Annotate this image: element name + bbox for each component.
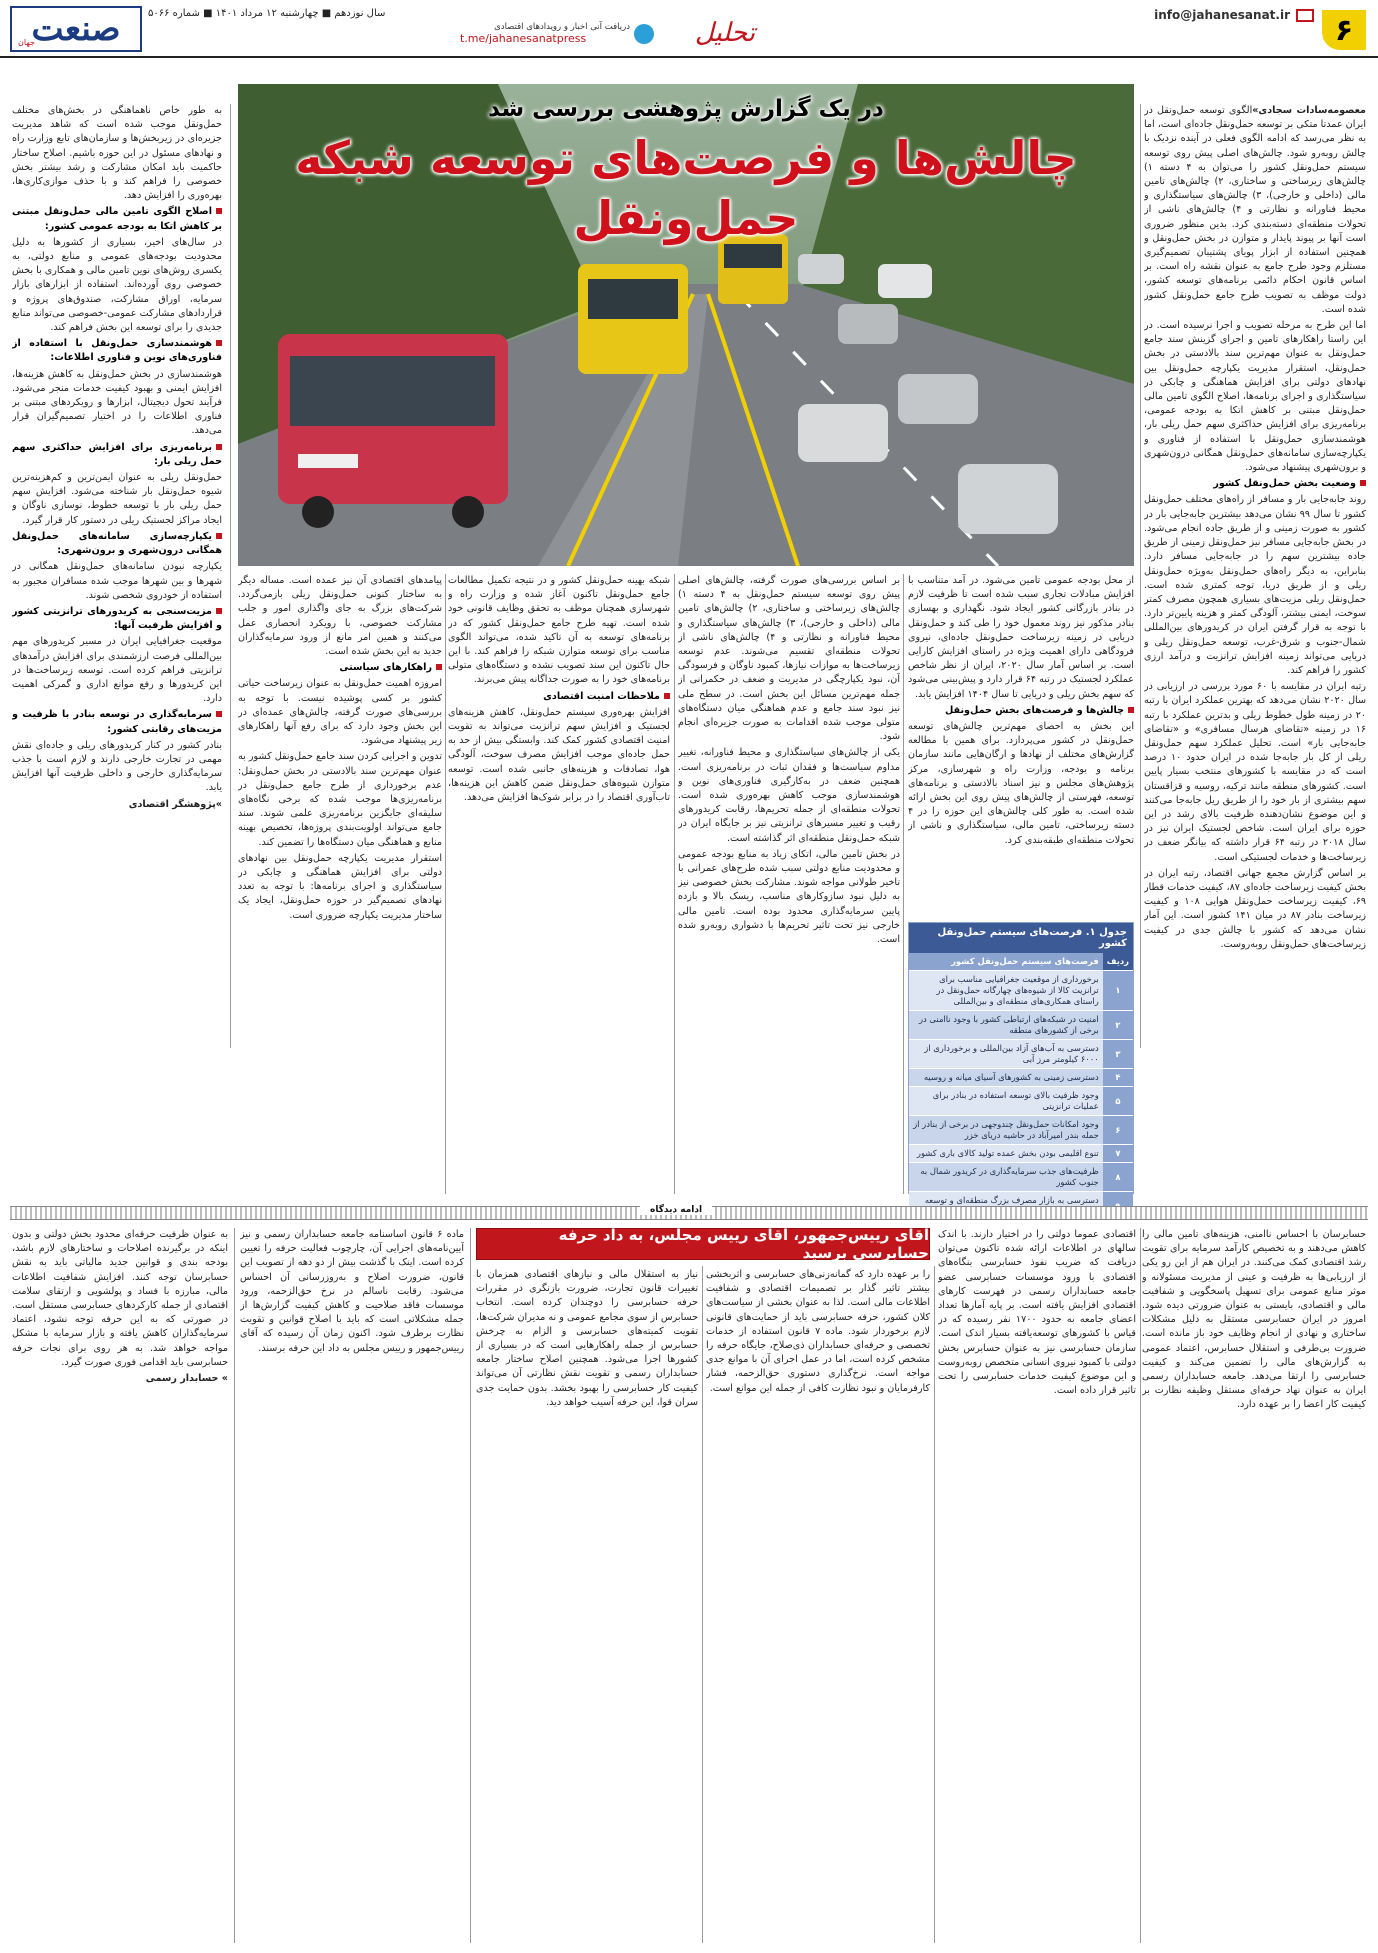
table-row: ۱ برخورداری از موقعیت جغرافیایی مناسب برای ترانزیت کالا از شیوه‌های چهارگانه حمل‌ونقل در راستای همکاری‌های منطقه‌ای و بین‌المللی: [909, 971, 1133, 1011]
body-text: موقعیت جغرافیایی ایران در مسیر کریدورهای مهم بین‌المللی فرصت ارزشمندی برای افزایش درآمدهای ترانزیتی فراهم کرده است. توسعه زیرساخت‌ها در این کریدورها و رفع موانع اداری و گمرکی اهمیت دارد.: [12, 636, 222, 705]
envelope-icon: [1296, 9, 1314, 22]
masthead: [0, 0, 1378, 58]
body-text: شبکه بهینه حمل‌ونقل کشور و در نتیجه تکمیل مطالعات جامع حمل‌ونقل تاکنون آغاز شده و وزارت راه و شهرسازی همچنان موظف به تحقق وظایف قانونی خود شده است. تهیه طرح جامع حمل‌ونقل کشور که در برنامه‌های توسعه به آن تاکید شده، می‌تواند الگوی مناسب برای توسعه متوازن شبکه را فراهم کند. با این حال تاکنون این سند تصویب نشده و دستگاه‌های متولی برنامه‌های خود را به صورت جداگانه پیش می‌برند.: [448, 575, 670, 686]
author-name: معصومه‌سادات سجادی»: [1252, 105, 1366, 116]
email-address[interactable]: info@jahanesanat.ir: [1154, 8, 1290, 22]
table-body: [909, 953, 1133, 1221]
bottom-headline: آقای رییس‌جمهور، آقای رییس مجلس، به داد حرفه حسابرسی برسید: [558, 1226, 929, 1262]
subheading: برنامه‌ریزی برای افزایش حداکثری سهم حمل ریلی بار:: [12, 441, 222, 469]
body-text: در بخش تامین مالی، اتکای زیاد به منابع بودجه عمومی و محدودیت منابع دولتی سبب شده طرح‌های عمرانی با تاخیر طولانی مواجه شوند. مشارکت بخش خصوصی نیز به دلیل نبود سازوکارهای مناسب، ریسک بالا و بازده پایین سرمایه‌گذاری محدود بوده است. تامین مالی خارجی نیز تحت تاثیر تحریم‌ها با دشواری روبه‌رو شده است.: [678, 848, 900, 946]
body-text: الگوی توسعه حمل‌ونقل در ایران عمدتا متکی بر توسعه حمل‌ونقل جاده‌ای است، اما به نظر می‌رسد که ادامه الگوی فعلی در آینده نزدیک با چالش روبه‌رو شود. چالش‌های اصلی پیش روی توسعه سیستم حمل‌ونقل کشور را می‌توان به ۴ دسته ۱) چالش‌های زیرساختی و ساختاری، ۲) چالش‌های تامین مالی (داخلی و خارجی)، ۳) چالش‌های سیاستگذاری و محیط فناورانه و نظارتی و ۴) چالش‌های ناشی از تحولات منطقه‌ای دسته‌بندی کرد. بدین منظور ضروری است آنها بر پیوند پایدار و متوازن در بخش حمل‌ونقل و همچنین استفاده از ابزار پویای پشتیبان تصمیم‌گیری مستلزم وجود طرح جامع به عنوان نقشه راه است. بر اساس قانون احکام دائمی برنامه‌های توسعه کشور، دولت موظف به تصویب طرح جامع حمل‌ونقل کشور شده است.: [1144, 105, 1366, 315]
table-header-desc: فرصت‌های سیستم حمل‌ونقل کشور: [909, 953, 1103, 971]
body-text: اقتصادی عموما دولتی را در اختیار دارند. با اندک سالهای در اطلاعات ارائه شده تاکنون می‌توان دریافت که ضریب نفوذ حسابرسی بنگاه‌های اقتصادی با ورود موسسات حسابرسی عضو جامعه حسابداران رسمی در فهرست کارهای اقتصادی افزایش یافته است. بر پایه آمارها تعداد اعضای جامعه به حدود ۱۷۰۰ نفر رسیده که در قیاس با کشورهای توسعه‌یافته بسیار اندک است. سازمان حسابرسی نیز به عنوان حسابرس بخش دولتی با کمبود نیروی انسانی متخصص روبه‌روست و این موضوع کیفیت خدمات حسابرسی را تحت تاثیر قرار داده است.: [938, 1229, 1136, 1397]
telegram-icon[interactable]: [634, 24, 654, 44]
subheading: مزیت‌سنجی به کریدورهای ترانزیتی کشور و افزایش ظرفیت آنها:: [12, 605, 222, 633]
subheading: چالش‌ها و فرصت‌های بخش حمل‌ونقل: [908, 704, 1134, 718]
mid-right-column-top: [908, 574, 1134, 920]
car: [798, 404, 888, 462]
issue-info: سال نوزدهم ■ چهارشنبه ۱۲ مرداد ۱۴۰۱ ■ شماره ۵۰۶۶: [148, 8, 386, 19]
mid-column-2: [678, 574, 900, 1194]
table-row: ۴ دسترسی زمینی به کشورهای آسیای میانه و روسیه: [909, 1069, 1133, 1087]
bottom-col-d: [476, 1268, 698, 1943]
table-row: ۷ تنوع اقلیمی بودن بخش عمده تولید کالای باری کشور: [909, 1145, 1133, 1163]
body-text: در سال‌های اخیر، بسیاری از کشورها به دلیل محدودیت بودجه‌های عمومی و منابع دولتی، به یکسری روش‌های نوین تامین مالی و همکاری با بخش خصوصی روی آورده‌اند. استفاده از ابزارهای بازار سرمایه، اوراق مشارکت، صندوق‌های پروژه و قراردادهای مشارکت عمومی-خصوصی می‌تواند منابع جدیدی را برای توسعه این بخش فراهم کند.: [12, 236, 222, 334]
subheading: راهکارهای سیاستی: [238, 661, 442, 675]
table-row: ۶ وجود امکانات حمل‌ونقل چندوجهی در برخی از بنادر از جمله بندر امیرآباد در حاشیه دریای خزر: [909, 1116, 1133, 1145]
telegram-link[interactable]: t.me/jahanesanatpress: [460, 32, 587, 45]
body-text: افزایش بهره‌وری سیستم حمل‌ونقل، کاهش هزینه‌های لجستیک و افزایش سهم ترانزیت می‌تواند به تقویت امنیت اقتصادی کشور کمک کند. وابستگی بیش از حد به حمل جاده‌ای موجب افزایش مصرف سوخت، آلودگی هوا، تصادفات و هزینه‌های جانبی شده است. توسعه متوازن شیوه‌های حمل‌ونقل ضمن کاهش این هزینه‌ها، تاب‌آوری اقتصاد را در برابر شوک‌ها افزایش می‌دهد.: [448, 706, 670, 804]
body-text: را بر عهده دارد که گمانه‌زنی‌های حسابرسی و اثربخشی بیشتر تاثیر گذار بر تصمیمات اقتصادی و شفافیت اطلاعات مالی است. لذا به عنوان بخشی از سیاست‌های کلان کشور، حرفه حسابرسی باید از حمایت‌های قانونی لازم برخوردار شود. ماده ۷ قانون استفاده از خدمات تخصصی و حرفه‌ای حسابداران ذی‌صلاح، جایگاه حرفه را مشخص کرده است، اما در عمل اجرای آن با موانع جدی مواجه است. نرخ‌گذاری دستوری حق‌الزحمه، فشار کارفرمایان و نبود نظارت کافی از جمله این موانع است.: [706, 1269, 930, 1394]
right-column: [1144, 104, 1366, 1048]
table-row: ۸ ظرفیت‌های جذب سرمایه‌گذاری در کریدور شمال به جنوب کشور: [909, 1163, 1133, 1192]
page-number: ۶: [1322, 10, 1366, 50]
article-headline: چالش‌ها و فرصت‌های توسعه شبکه حمل‌ونقل: [295, 131, 1077, 245]
body-text: از محل بودجه عمومی تامین می‌شود. در آمد متناسب با افزایش مبادلات تجاری سبب شده است تا ظرفیت لازم در بنادر بازرگانی کشور ایجاد شود. نگهداری و بهسازی بنادر مذکور نیز روند معمول خود را طی کند و حمل‌ونقل دریایی در زمینه زیرساخت حمل‌ونقل جاده‌ای، نیروی فرودگاهی دارای اهمیت ویژه در راستای افزایش کارایی است. بر اساس آمار سال ۲۰۲۰، ایران از نظر شاخص عملکرد لجستیک در رتبه ۶۴ قرار دارد و پیش‌بینی می‌شود که سهم بخش ریلی و دریایی تا سال ۱۴۰۴ افزایش یابد.: [908, 575, 1134, 700]
newspaper-logo[interactable]: [10, 6, 142, 52]
bottom-col-b: [938, 1228, 1136, 1943]
mid-column-3: [448, 574, 670, 1194]
section-title: تحلیل: [694, 18, 756, 48]
body-text: حسابرسان با احساس ناامنی، هزینه‌های تامین مالی را کاهش می‌دهند و به تخصیص کارآمد سرمایه برای تقویت رشد اقتصادی کمک می‌کنند. در ایران هم از این رو یکی از ارزیابی‌ها به ظرفیت و عینی از مدیریت مسئولانه و موثر منابع عمومی برای تسهیل پاسخگویی و شفافیت مالی و اقتصادی، بایستی به عنوان ضرورتی دیده شود. امروز در ایران حسابرسی مستقل به دلیل مشکلات ساختاری و نهادی از انجام وظایف خود باز مانده است. ضرورت بی‌طرفی و استقلال حسابرس، اعتماد عمومی به گزارش‌های مالی را تضمین می‌کند و کیفیت حسابرسی را ارتقا می‌دهد. جامعه حسابداران رسمی ایران به عنوان نهاد حرفه‌ای مستقل وظیفه نظارت بر کیفیت کار اعضا را بر عهده دارد.: [1142, 1229, 1366, 1411]
body-text: یکی از چالش‌های سیاستگذاری و محیط فناورانه، تغییر مداوم سیاست‌ها و فقدان ثبات در برنامه‌ریزی است. همچنین ضعف در به‌کارگیری فناوری‌های نوین و هوشمندسازی موجب کاهش بهره‌وری شده است. تحولات منطقه‌ای از جمله تحریم‌ها، رقابت کریدورهای رقیب و تغییر مسیرهای ترانزیتی نیز بر جایگاه ایران در شبکه حمل‌ونقل منطقه‌ای اثر گذاشته است.: [678, 747, 900, 844]
opportunities-table: [908, 922, 1134, 1205]
divider-strip: [10, 1206, 1368, 1220]
left-column: [12, 104, 222, 1048]
table-header-num: ردیف: [1103, 953, 1133, 971]
bottom-col-e: [240, 1228, 464, 1943]
body-text: به طور خاص ناهماهنگی در بخش‌های مختلف حمل‌ونقل موجب شده است که شاهد مدیریت جزیره‌ای در زیربخش‌ها و سازمان‌های تابع وزارت راه و نهادهای مسئول در این حوزه باشیم. اصلاح ساختار حاکمیت باید امکان مشارکت و رشد بیشتر بخش خصوصی را فراهم کند و با حذف موازی‌کاری‌ها، بهره‌وری را افزایش دهد.: [12, 105, 222, 202]
telegram-block: [456, 22, 656, 45]
email-block: [1154, 8, 1314, 22]
body-text: بر اساس بررسی‌های صورت گرفته، چالش‌های اصلی پیش روی توسعه سیستم حمل‌ونقل به ۴ دسته ۱) چالش‌های زیرساختی و ساختاری، ۲) چالش‌های تامین مالی (داخلی و خارجی)، ۳) چالش‌های سیاستگذاری و محیط فناورانه و نظارتی و ۴) چالش‌های ناشی از تحولات منطقه‌ای تقسیم می‌شوند. عدم توسعه زیرساخت‌ها به موازات نیازها، کمبود ناوگان و فرسودگی آن، نبود یکپارچگی در مدیریت و ضعف در حکمرانی از جمله مهم‌ترین مسائل این بخش است. در سطح ملی نیز نبود سند جامع و عدم هماهنگی میان دستگاه‌های متولی موجب شده اقدامات به صورت جزیره‌ای انجام شود.: [678, 575, 900, 743]
body-text: ماده ۶ قانون اساسنامه جامعه حسابداران رسمی و نیز آیین‌نامه‌های اجرایی آن، چارچوب فعالیت حرفه را تعیین کرده است. اینک با گذشت بیش از دو دهه از تصویب این قانون، ضرورت اصلاح و به‌روزرسانی آن احساس می‌شود. رقابت ناسالم در نرخ حق‌الزحمه، ورود موسسات فاقد صلاحیت و کاهش کیفیت گزارش‌ها از جمله مشکلاتی است که باید با اصلاح قوانین و تقویت نظارت برطرف شود. اکنون زمان آن رسیده که آقای رییس‌جمهور و رییس مجلس به داد این حرفه برسند.: [240, 1229, 464, 1354]
table-row: ۵ وجود ظرفیت بالای توسعه استفاده در بنادر برای عملیات ترانزیتی: [909, 1087, 1133, 1116]
article-source: »پژوهشگر اقتصادی: [128, 798, 222, 810]
table-row: دسترسی به بازار مصرف بزرگ منطقه‌ای و توسعه: [909, 1192, 1133, 1221]
subheading: ملاحظات امنیت اقتصادی: [448, 690, 670, 704]
body-text: حمل‌ونقل ریلی به عنوان ایمن‌ترین و کم‌هزینه‌ترین شیوه حمل‌ونقل بار شناخته می‌شود. افزایش سهم حمل ریلی بار با توسعه خطوط، نوسازی ناوگان و ایجاد مراکز لجستیک ریلی در دستور کار قرار گیرد.: [12, 472, 222, 526]
subheading: سرمایه‌گذاری در توسعه بنادر با ظرفیت و مزیت‌های رقابتی کشور:: [12, 708, 222, 736]
subheading: هوشمندسازی حمل‌ونقل با استفاده از فناوری‌های نوین و فناوری اطلاعات:: [12, 337, 222, 365]
bottom-col-f: [12, 1228, 228, 1943]
body-text: رتبه ایران در مقایسه با ۶۰ مورد بررسی در ارزیابی در سال ۲۰۲۰ نشان می‌دهد که بهترین عملکرد ایران با رتبه ۲۰ در زمینه طول خطوط ریلی و بدترین عملکرد با رتبه ۱۶ در زمینه «تقاضای هرسال مسافری» و «تقاضای جابه‌جایی بار» است. تحلیل عملکرد سهم حمل‌ونقل ریلی از کل بار جابه‌جا شده در ایران حدود ۱۰ درصد است که در مقایسه با کشورهای منتخب بسیار پایین است. کشورهای منطقه مانند ترکیه، روسیه و قزاقستان سهم بیشتری از بار خود را از طریق ریل جابه‌جا می‌کنند و این موضوع نشان‌دهنده ظرفیت بالای رشد در این حوزه برای ایران است. شاخص لجستیک ایران نیز در سال ۲۰۱۸ در رتبه ۶۴ قرار داشته که بیانگر ضعف در زیرساخت‌ها و خدمات لجستیکی است.: [1144, 681, 1366, 863]
continued-label: ادامه دیدگاه: [640, 1205, 712, 1215]
body-text: استقرار مدیریت یکپارچه حمل‌ونقل بین نهادهای دولتی برای افزایش هماهنگی و چابکی در سیاستگذاری و اجرای برنامه‌ها: با توجه به تعدد نهادهای تصمیم‌گیر در حوزه حمل‌ونقل، ایجاد یک ساختار مدیریت یکپارچه ضروری است.: [238, 852, 442, 921]
logo-word: صنعت: [31, 9, 121, 49]
body-text: به عنوان ظرفیت حرفه‌ای محدود بخش دولتی و بدون اینکه در برگیرنده اصلاحات و ساختارهای لازم باشد، بودجه بندی و قوانین جدید مالیاتی باید به نقش حسابرسان توجه کنند. افزایش شفافیت اطلاعات مالی، مبارزه با فساد و پولشویی و ارتقای سلامت اقتصادی از جمله کارکردهای حسابرسی مستقل است. در صورتی که به این حرفه توجه نشود، اعتماد سرمایه‌گذاران کاهش یافته و بازار سرمایه با مشکل مواجه خواهد شد. به هر روی برای نجات حرفه حسابرسی باید اقدامی فوری صورت گیرد.: [12, 1229, 228, 1368]
body-text: بنادر کشور در کنار کریدورهای ریلی و جاده‌ای نقش مهمی در تجارت خارجی دارند و لازم است با جذب سرمایه‌گذاری خارجی و داخلی ظرفیت آنها افزایش یابد.: [12, 739, 222, 794]
logo-sub: جهان: [18, 38, 35, 47]
article-kicker: در یک گزارش پژوهشی بررسی شد: [488, 96, 884, 122]
body-text: هوشمندسازی در بخش حمل‌ونقل به کاهش هزینه‌ها، افزایش ایمنی و بهبود کیفیت خدمات منجر می‌شود. فرآیند تحول دیجیتال، ابزارها و رویکردهای مبتنی بر فناوری اطلاعات را در اختیار تصمیم‌گیران قرار می‌دهد.: [12, 368, 222, 437]
body-text: پیامدهای اقتصادی آن نیز عمده است. مساله دیگر به ساختار کنونی حمل‌ونقل ریلی بازمی‌گردد. شرکت‌های بزرگ به جای واگذاری امور و جلب مشارکت خصوصی، با رویکرد انحصاری عمل می‌کنند و همین امر مانع از ورود سرمایه‌گذاران جدید به این بخش شده است.: [238, 575, 442, 658]
bottom-source: » حسابدار رسمی: [145, 1373, 228, 1385]
body-text: تدوین و اجرایی کردن سند جامع حمل‌ونقل کشور به عنوان مهم‌ترین سند بالادستی در بخش حمل‌ونقل: عدم برخورداری از طرح جامع حمل‌ونقل در برنامه‌ریزی‌ها موجب شده که برخی نگاه‌های سلیقه‌ای جایگزین برنامه‌ریزی علمی شوند. سند جامع می‌تواند اولویت‌بندی پروژه‌ها، تخصیص بهینه منابع و هماهنگی میان دستگاه‌ها را تضمین کند.: [238, 751, 442, 848]
subheading: یکپارچه‌سازی سامانه‌های حمل‌ونقل همگانی درون‌شهری و برون‌شهری:: [12, 530, 222, 558]
table-title: جدول ۱. فرصت‌های سیستم حمل‌ونقل کشور: [909, 923, 1133, 953]
bottom-col-a: [1142, 1228, 1366, 1943]
bottom-col-c: [706, 1268, 930, 1943]
body-text: اما این طرح به مرحله تصویب و اجرا نرسیده است. در این راستا راهکارهای تامین و اجرای گزینش سند جامع حمل‌ونقل به عنوان مهم‌ترین سند بالادستی در بخش حمل‌ونقل، استقرار مدیریت یکپارچه حمل‌ونقل بین نهادهای دولتی برای افزایش هماهنگی و چابکی در سیاستگذاری و اجرای برنامه‌ها، اصلاح الگوی تامین مالی حمل‌ونقل مبتنی بر کاهش اتکا به بودجه عمومی، برنامه‌ریزی برای افزایش حداکثری سهم حمل ریلی بار، هوشمندسازی حمل‌ونقل با استفاده از فناوری و یکپارچه‌سازی سامانه‌های حمل‌ونقل همگانی درون‌شهری و برون‌شهری پیشنهاد می‌شود.: [1144, 320, 1366, 474]
subheading: اصلاح الگوی تامین مالی حمل‌ونقل مبتنی بر کاهش اتکا به بودجه عمومی کشور:: [12, 205, 222, 233]
body-text: نیاز به استقلال مالی و نیازهای اقتصادی همزمان با تغییرات قانون تجارت، ضرورت بازنگری در مقررات حرفه حسابرسی را دوچندان کرده است. انتخاب حسابرس از سوی مجامع عمومی و نه مدیران شرکت‌ها، تقویت کمیته‌های حسابرسی و الزام به چرخش حسابرس از جمله راهکارهایی است که در بسیاری از کشورها اجرا می‌شود. همچنین اصلاح ساختار جامعه حسابداران رسمی و تقویت نقش نظارتی آن می‌تواند کیفیت کار حسابرسی را بهبود بخشد. بدون حمایت جدی سران قوا، این حرفه آسیب خواهد دید.: [476, 1269, 698, 1408]
bottom-headline-box: [476, 1228, 930, 1260]
table-row: ۲ امنیت در شبکه‌های ارتباطی کشور با وجود ناامنی در برخی از کشورهای منطقه: [909, 1011, 1133, 1040]
table-row: ۳ دسترسی به آب‌های آزاد بین‌المللی و برخورداری از ۶۰۰۰ کیلومتر مرز آبی: [909, 1040, 1133, 1069]
body-text: امروزه اهمیت حمل‌ونقل به عنوان زیرساخت حیاتی کشور بر کسی پوشیده نیست. با توجه به بررسی‌های صورت گرفته، چالش‌های عمده‌ای در این بخش وجود دارد که برای رفع آنها راهکارهای زیر پیشنهاد می‌شود.: [238, 678, 442, 747]
body-text: بر اساس گزارش مجمع جهانی اقتصاد، رتبه ایران در بخش کیفیت زیرساخت جاده‌ای ۸۷، کیفیت خدمات قطار ۶۹، کیفیت زیرساخت حمل‌ونقل هوایی ۱۰۸ و کیفیت زیرساخت بنادر ۸۷ در میان ۱۴۱ کشور است. این آمار نشان می‌دهد که کشور با چالش جدی در کیفیت زیرساخت‌های حمل‌ونقل روبه‌روست.: [1144, 867, 1366, 950]
hero-photo: [238, 84, 1134, 566]
body-text: این بخش به احصای مهم‌ترین چالش‌های توسعه حمل‌ونقل در کشور می‌پردازد. برای همین با مطالعه گزارش‌های مختلف از نهادها و ارگان‌هایی مانند سازمان برنامه و بودجه، وزارت راه و شهرسازی، مرکز پژوهش‌های مجلس و نیز اسناد بالادستی و برنامه‌های توسعه، فهرستی از چالش‌های پیش روی این بخش ارائه شده است. به طور کلی چالش‌های این حوزه را در ۴ دسته زیرساختی، تامین مالی، سیاستگذاری و ناشی از تحولات منطقه‌ای طبقه‌بندی کرد.: [908, 721, 1134, 846]
left-column-bottom: [12, 1052, 222, 1194]
mid-column-4: [238, 574, 442, 1194]
telegram-caption: دریافت آنی اخبار و رویدادهای اقتصادی: [494, 22, 630, 32]
body-text: یکپارچه نبودن سامانه‌های حمل‌ونقل همگانی در شهرها و بین شهرها موجب شده مسافران مجبور به استفاده از خودروی شخصی شوند.: [12, 561, 222, 601]
subheading: وضعیت بخش حمل‌ونقل کشور: [1144, 477, 1366, 491]
body-text: روند جابه‌جایی بار و مسافر از راه‌های مختلف حمل‌ونقل کشور تا سال ۹۹ نشان می‌دهد بیشترین جابه‌جایی بار در کشور به صورت زمینی و از طریق جاده انجام می‌شود. در بخش جابه‌جایی مسافر نیز حمل‌ونقل زمینی از طریق جاده بیشترین سهم را در جابه‌جایی مسافر دارد. بنابراین، به دیگر راه‌های حمل‌ونقل به‌ویژه حمل‌ونقل ریلی و از طریق دریا، توجه کمتری شده است. حمل‌ونقل ریلی مزیت‌های بسیاری همچون مصرف کمتر سوخت، ایمنی بیشتر، آلودگی کمتر و هزینه پایین‌تر دارد. با توجه به قرار گرفتن ایران در کریدورهای بین‌المللی شمال-جنوب و شرق-غرب، توسعه حمل‌ونقل ریلی و دریایی می‌تواند زمینه افزایش ترانزیت و درآمد ارزی کشور را فراهم کند.: [1144, 494, 1366, 676]
